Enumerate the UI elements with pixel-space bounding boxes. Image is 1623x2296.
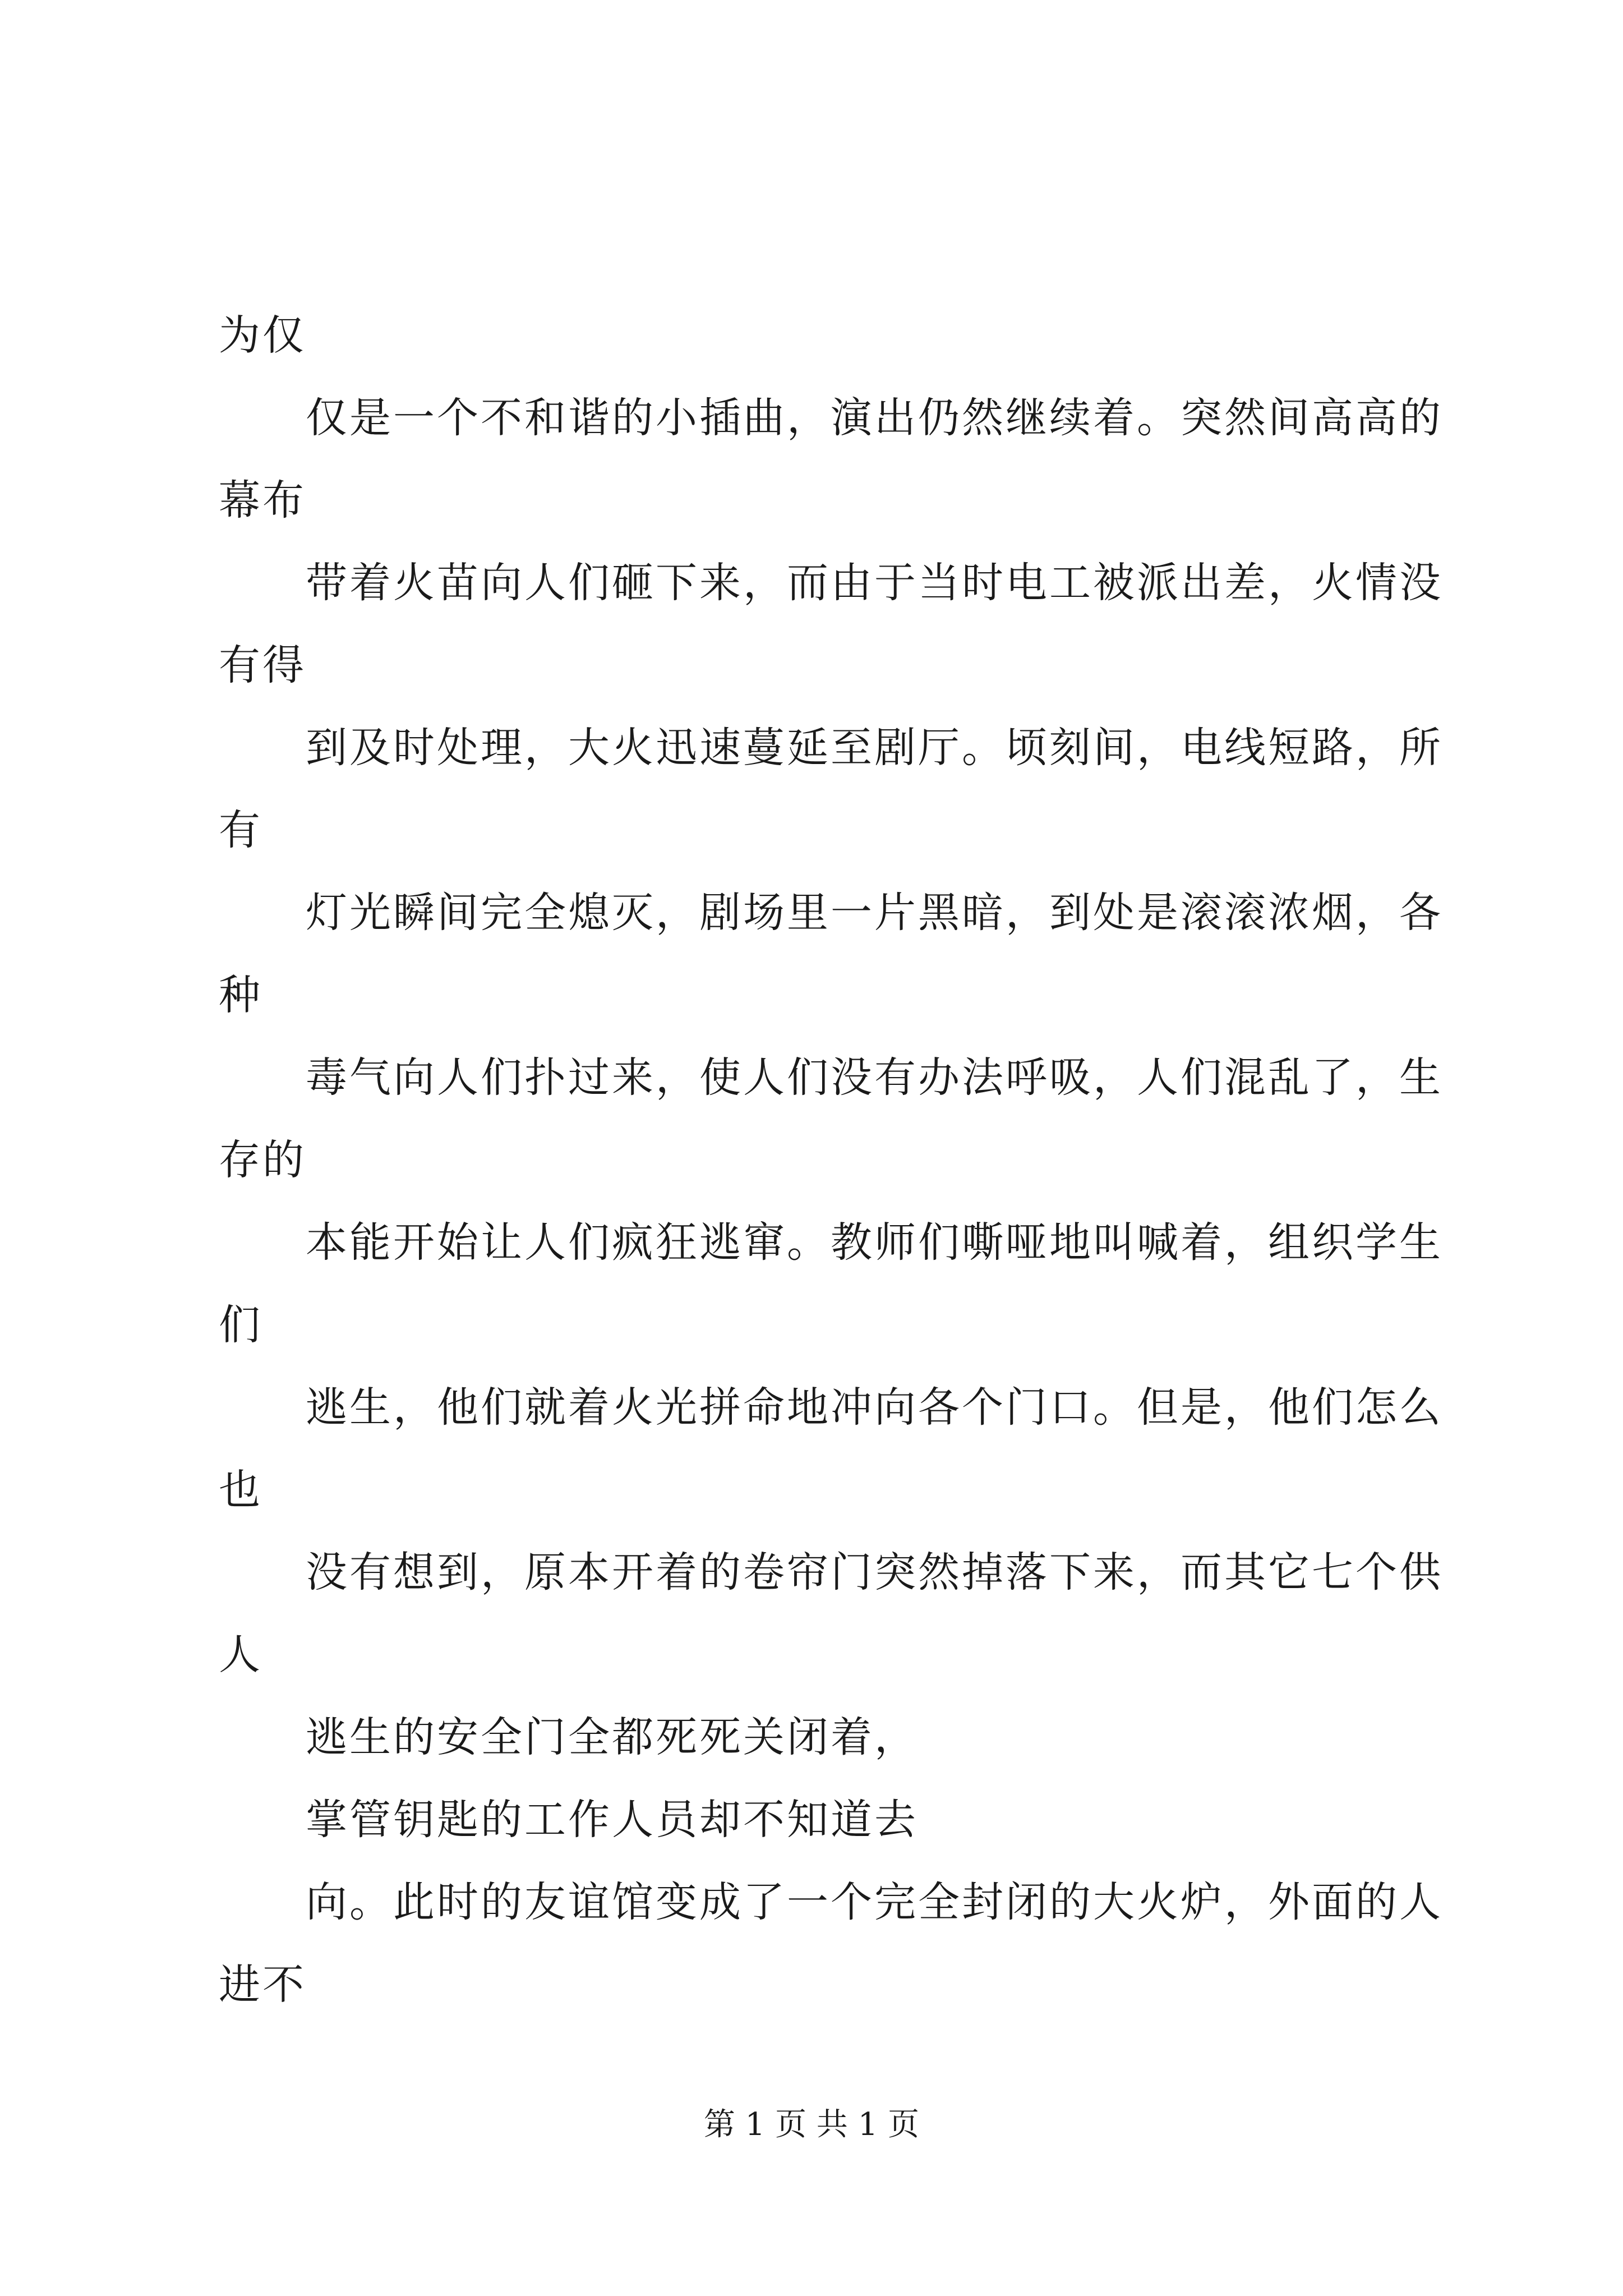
- text-line: 向。此时的友谊馆变成了一个完全封闭的大火炉，外面的人: [306, 1878, 1443, 1926]
- text-line: 也: [219, 1466, 262, 1514]
- text-line: 掌管钥匙的工作人员却不知道去: [306, 1796, 918, 1844]
- text-line: 存的: [219, 1136, 306, 1184]
- text-line: 带着火苗向人们砸下来，而由于当时电工被派出差，火情没: [306, 559, 1443, 607]
- text-line: 本能开始让人们疯狂逃窜。教师们嘶哑地叫喊着，组织学生: [306, 1218, 1443, 1267]
- text-line: 们: [219, 1301, 262, 1349]
- text-line: 幕布: [219, 476, 306, 524]
- text-line: 种: [219, 971, 262, 1019]
- page-number-footer: 第 1 页 共 1 页: [703, 2106, 920, 2143]
- text-line: 到及时处理，大火迅速蔓延至剧厅。顷刻间，电线短路，所: [306, 724, 1443, 772]
- text-line: 人: [219, 1631, 262, 1679]
- text-line: 灯光瞬间完全熄灭，剧场里一片黑暗，到处是滚滚浓烟，各: [306, 889, 1443, 937]
- text-line: 有得: [219, 641, 306, 689]
- text-line: 毒气向人们扑过来，使人们没有办法呼吸，人们混乱了，生: [306, 1053, 1443, 1102]
- text-line: 没有想到，原本开着的卷帘门突然掉落下来，而其它七个供: [306, 1548, 1443, 1596]
- text-line: 有: [219, 806, 262, 854]
- text-line: 进不: [219, 1961, 306, 2009]
- text-line: 逃生的安全门全都死死关闭着，: [306, 1713, 918, 1761]
- text-line: 为仅: [219, 311, 306, 360]
- text-line: 逃生，他们就着火光拼命地冲向各个门口。但是，他们怎么: [306, 1383, 1443, 1432]
- text-line: 仅是一个不和谐的小插曲，演出仍然继续着。突然间高高的: [306, 394, 1443, 442]
